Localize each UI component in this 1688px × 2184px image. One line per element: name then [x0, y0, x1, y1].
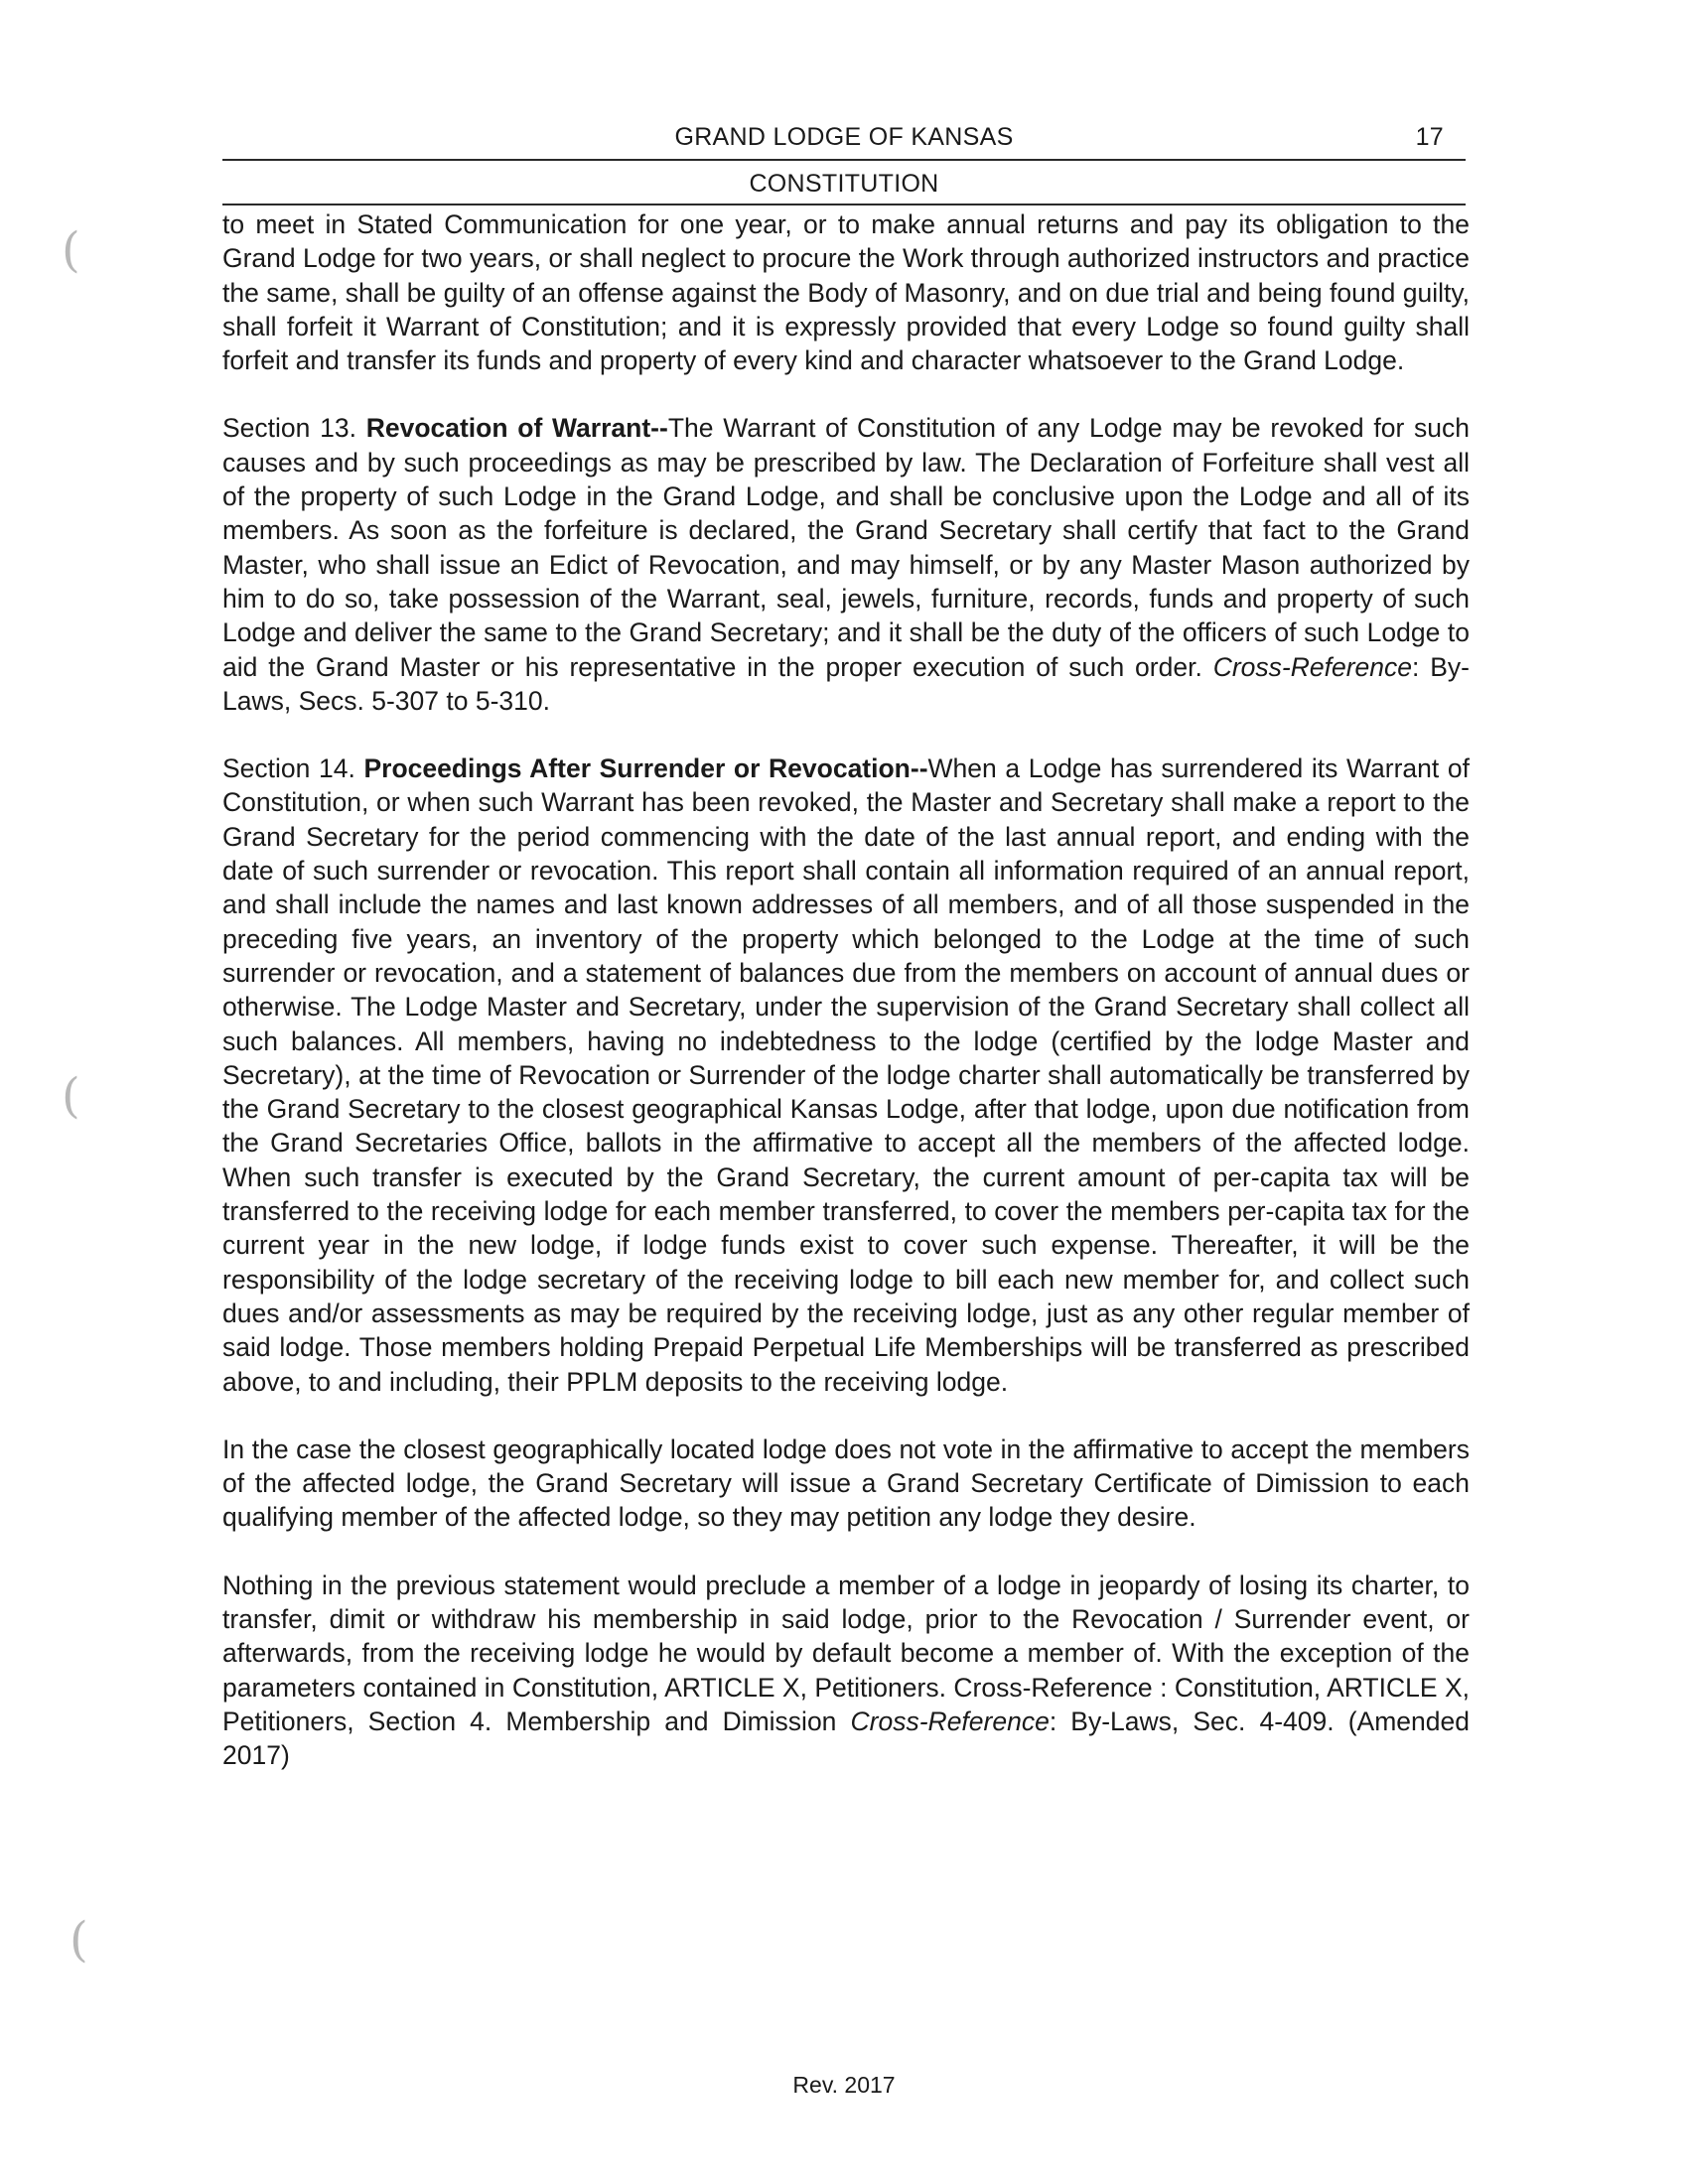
- margin-mark-top: (: [62, 222, 80, 278]
- paragraph-closest-lodge: In the case the closest geographically located lodge does not vote in the affirmative to accept the members of the affected lodge, the Grand Secretary will issue a Grand Secretary Certificate of Dimission to each qualifying member of the affected lodge, so they may petition any lodge they desire.: [222, 1433, 1470, 1533]
- section-13-xref-label: Cross-Reference: [1212, 651, 1412, 682]
- section-14: [222, 751, 1470, 1399]
- section-13: [222, 411, 1470, 718]
- paragraph-nothing-xref-text: : By-Laws, Sec. 4-409. (Amended 2017): [222, 1706, 1470, 1771]
- section-13-number: Section 13.: [222, 413, 356, 444]
- section-13-text: The Warrant of Constitution of any Lodge may be revoked for such causes and by such proceedings as may be prescribed by law. The Declaration of Forfeiture shall vest all of the property of such Lodge in the Grand Lodge, and shall be conclusive upon the Lodge and all of its members. As soon as the forfeiture is declared, the Grand Secretary shall certify that fact to the Grand Master, who shall issue an Edict of Revocation, and may himself, or by any Master Mason authorized by him to do so, take possession of the Warrant, seal, jewels, furniture, records, funds and property of such Lodge and deliver the same to the Grand Secretary; and it shall be the duty of the officers of such Lodge to aid the Grand Master or his representative in the proper execution of such order.: [222, 413, 1471, 682]
- section-13-title: Revocation of Warrant--: [365, 413, 668, 444]
- margin-mark-bottom: (: [70, 1912, 88, 1968]
- paragraph-nothing-xref-label: Cross-Reference: [850, 1706, 1050, 1736]
- running-header: [222, 123, 1466, 157]
- section-14-text: When a Lodge has surrendered its Warrant of Constitution, or when such Warrant has been revoked, the Master and Secretary shall make a report to the Grand Secretary for the period commencing with the date of the last annual report, and ending with the date of such surrender or revocation. This report shall contain all information required of an annual report, and shall include the names and last known addresses of all members, and of all those suspended in the preceding five years, an inventory of the property which belonged to the Lodge at the time of such surrender or revocation, and a statement of balances due from the members on account of annual dues or otherwise. The Lodge Master and Secretary, under the supervision of the Grand Secretary shall collect all such balances. All members, having no indebtedness to the lodge (certified by the lodge Master and Secretary), at the time of Revocation or Surrender of the lodge charter shall automatically be transferred by the Grand Secretary to the closest geographical Kansas Lodge, after that lodge, upon due notification from the Grand Secretaries Office, ballots in the affirmative to accept all the members of the affected lodge. When such transfer is executed by the Grand Secretary, the current amount of per-capita tax will be transferred to the receiving lodge for each member transferred, to cover the members per-capita tax for the current year in the new lodge, if lodge funds exist to cover such expense. Thereafter, it will be the responsibility of the lodge secretary of the receiving lodge to bill each new member for, and collect such dues and/or assessments as may be required by the receiving lodge, just as any other regular member of said lodge. Those members holding Prepaid Perpetual Life Memberships will be transferred as prescribed above, to and including, their PPLM deposits to the receiving lodge.: [222, 753, 1470, 1397]
- revision-footer: Rev. 2017: [792, 2072, 896, 2098]
- paragraph-nothing-precludes: [222, 1569, 1470, 1773]
- section-14-title: Proceedings After Surrender or Revocation--: [363, 753, 928, 784]
- paragraph-continuation: to meet in Stated Communication for one year, or to make annual returns and pay its obligation to the Grand Lodge for two years, or shall neglect to procure the Work through authorized instructors and practice the same, shall be guilty of an offense against the Body of Masonry, and on due trial and being found guilty, shall forfeit it Warrant of Constitution; and it is expressly provided that every Lodge so found guilty shall forfeit and transfer its funds and property of every kind and character whatsoever to the Grand Lodge.: [222, 209, 1470, 376]
- section-13-xref-text: : By-Laws, Secs. 5-307 to 5-310.: [222, 651, 1470, 716]
- body-text: [222, 207, 1470, 1806]
- section-heading: CONSTITUTION: [749, 170, 939, 198]
- paragraph-nothing-text: Nothing in the previous statement would preclude a member of a lodge in jeopardy of losing its charter, to transfer, dimit or withdraw his membership in said lodge, prior to the Revocation / Surrender event, or afterwards, from the receiving lodge he would by default become a member of. With the exception of the parameters contained in Constitution, ARTICLE X, Petitioners. Cross-Reference : Constitution, ARTICLE X, Petitioners, Section 4. Membership and Dimission: [222, 1570, 1470, 1736]
- header-rule-bottom: [222, 204, 1466, 205]
- header-title: GRAND LODGE OF KANSAS: [674, 123, 1014, 151]
- header-rule-top: [222, 159, 1466, 161]
- page-number: 17: [1415, 123, 1444, 151]
- margin-mark-middle: (: [62, 1068, 80, 1124]
- section-14-number: Section 14.: [222, 753, 355, 784]
